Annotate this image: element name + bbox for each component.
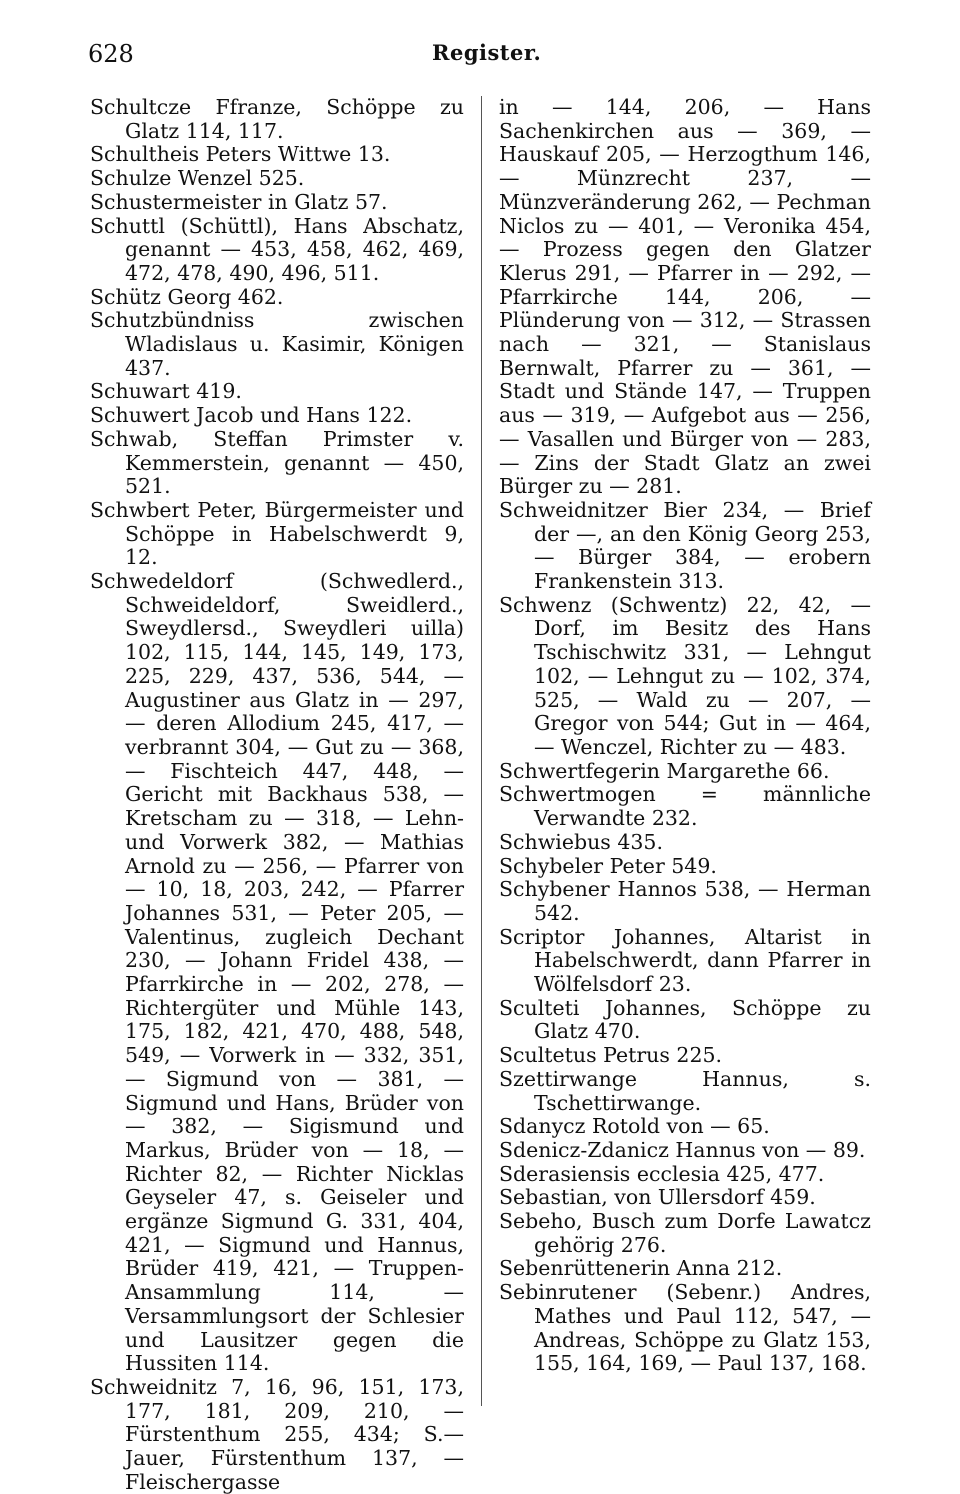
left-column — [90, 96, 464, 1494]
index-entry: Schulze Wenzel 525. — [90, 166, 305, 191]
index-entry: Schwiebus 435. — [499, 829, 663, 854]
page-number: 628 — [88, 40, 134, 68]
index-entry: Sdenicz-Zdanicz Hannus von — 89. — [499, 1137, 866, 1162]
index-entry: Schwenz (Schwentz) 22, 42, — Dorf, im Besitz des Hans Tschischwitz 331, — Lehngut 102, — Lehngut zu — 102, 374, 525, — Wald zu — 207, — Gregor von 544; Gut in — 464, — Wenczel, Richter zu — 483. — [499, 592, 871, 759]
index-entry: Schuwert Jacob und Hans 122. — [90, 403, 413, 428]
index-entry: Schütz Georg 462. — [90, 284, 284, 309]
index-entry: Schuwart 419. — [90, 379, 242, 404]
index-entry: Schybeler Peter 549. — [499, 853, 717, 878]
column-divider — [481, 96, 482, 1406]
index-entry: Schwab, Steffan Primster v. Kemmerstein, genannt — 450, 521. — [90, 426, 464, 499]
running-head: Register. — [432, 40, 542, 65]
index-entry: Schweidnitzer Bier 234, — Brief der —, an den König Georg 253, — Bürger 384, — erobern Frankenstein 313. — [499, 497, 871, 594]
index-entry: Sebeho, Busch zum Dorfe Lawatcz gehörig 276. — [499, 1209, 871, 1257]
index-entry: Schwedeldorf (Schwedlerd., Schweideldorf, Sweidlerd., Sweydlersd., Sweydleri uilla) 102, 115, 144, 145, 149, 173, 225, 229, 437, 536, 544, — Augustiner aus Glatz in — 297, — deren Allodium 245, 417, — verbrannt 304, — Gut zu — 368, — Fischteich 447, 448, — Gericht mit Backhaus 538, — Kretscham zu — 318, — Lehn- und Vorwerk 382, — Mathias Arnold zu — 256, — Pfarrer von — 10, 18, 203, 242, — Pfarrer Johannes 531, — Peter 205, — Valentinus, zugleich Dechant 230, — Johann Fridel 438, — Pfarrkirche in — 202, 278, — Richtergüter und Mühle 143, 175, 182, 421, 470, 488, 548, 549, — Vorwerk in — 332, 351, — Sigmund von — 381, — Sigmund und Hans, Brüder von — 382, — Sigismund und Markus, Brüder von — 18, — Richter 82, — Richter Nicklas Geyseler 47, s. Geiseler und ergänze Sigmund G. 331, 404, 421, — Sigmund und Hannus, Brüder 419, 421, — Truppen-Ansammlung 114, — Versammlungsort der Schlesier und Lausitzer gegen die Hussiten 114. — [90, 569, 464, 1376]
index-entry: Schustermeister in Glatz 57. — [90, 189, 388, 214]
index-entry: Schybener Hannos 538, — Herman 542. — [499, 877, 871, 925]
index-entry: Schuttl (Schüttl), Hans Abschatz, genannt — 453, 458, 462, 469, 472, 478, 490, 496, 511. — [90, 213, 464, 285]
right-column — [499, 96, 871, 1376]
index-entry: Szettirwange Hannus, s. Tschettirwange. — [499, 1066, 871, 1115]
index-entry: Sebenrüttenerin Anna 212. — [499, 1256, 783, 1281]
index-entry: Sculteti Johannes, Schöppe zu Glatz 470. — [499, 995, 871, 1044]
index-entry: Sderasiensis ecclesia 425, 477. — [499, 1161, 825, 1186]
index-entry: Sdanycz Rotold von — 65. — [499, 1114, 770, 1139]
index-entry: Schweidnitz 7, 16, 96, 151, 173, 177, 181, 209, 210, — Fürstenthum 255, 434; S.—Jauer, Fürstenthum 137, — Fleischergasse — [90, 1374, 464, 1494]
index-entry: Schwertmogen = männliche Verwandte 232. — [499, 782, 871, 831]
index-entry: Schutzbündniss zwischen Wladislaus u. Kasimir, Königen 437. — [90, 308, 464, 380]
index-entry: Schultcze Ffranze, Schöppe zu Glatz 114, 117. — [90, 95, 464, 143]
index-entry: Sebinrutener (Sebenr.) Andres, Mathes und Paul 112, 547, — Andreas, Schöppe zu Glatz 153, 155, 164, 169, — Paul 137, 168. — [499, 1280, 871, 1376]
index-entry: Schwertfegerin Margarethe 66. — [499, 758, 830, 783]
index-entry: Schwbert Peter, Bürgermeister und Schöppe in Habelschwerdt 9, 12. — [90, 497, 464, 570]
index-entry: Schultheis Peters Wittwe 13. — [90, 142, 391, 167]
index-entry: Sebastian, von Ullersdorf 459. — [499, 1185, 816, 1210]
index-entry: Scultetus Petrus 225. — [499, 1043, 723, 1068]
index-entry: Scriptor Johannes, Altarist in Habelschwerdt, dann Pfarrer in Wölfelsdorf 23. — [499, 924, 871, 997]
index-entry-continuation: in — 144, 206, — Hans Sachenkirchen aus — 369, — Hauskauf 205, — Herzogthum 146, — Münzrecht 237, — Münzveränderung 262, — Pechman Niclos zu — 401, — Veronika 454, — Prozess gegen den Glatzer Klerus 291, — Pfarrer in — 292, — Pfarrkirche 144, 206, — Plünderung von — 312, — Strassen nach — 321, — Stanislaus Bernwalt, Pfarrer zu — 361, — Stadt und Stände 147, — Truppen aus — 319, — Aufgebot aus — 256, — Vasallen und Bürger von — 283, — Zins der Stadt Glatz an zwei Bürger zu — 281. — [499, 95, 871, 499]
